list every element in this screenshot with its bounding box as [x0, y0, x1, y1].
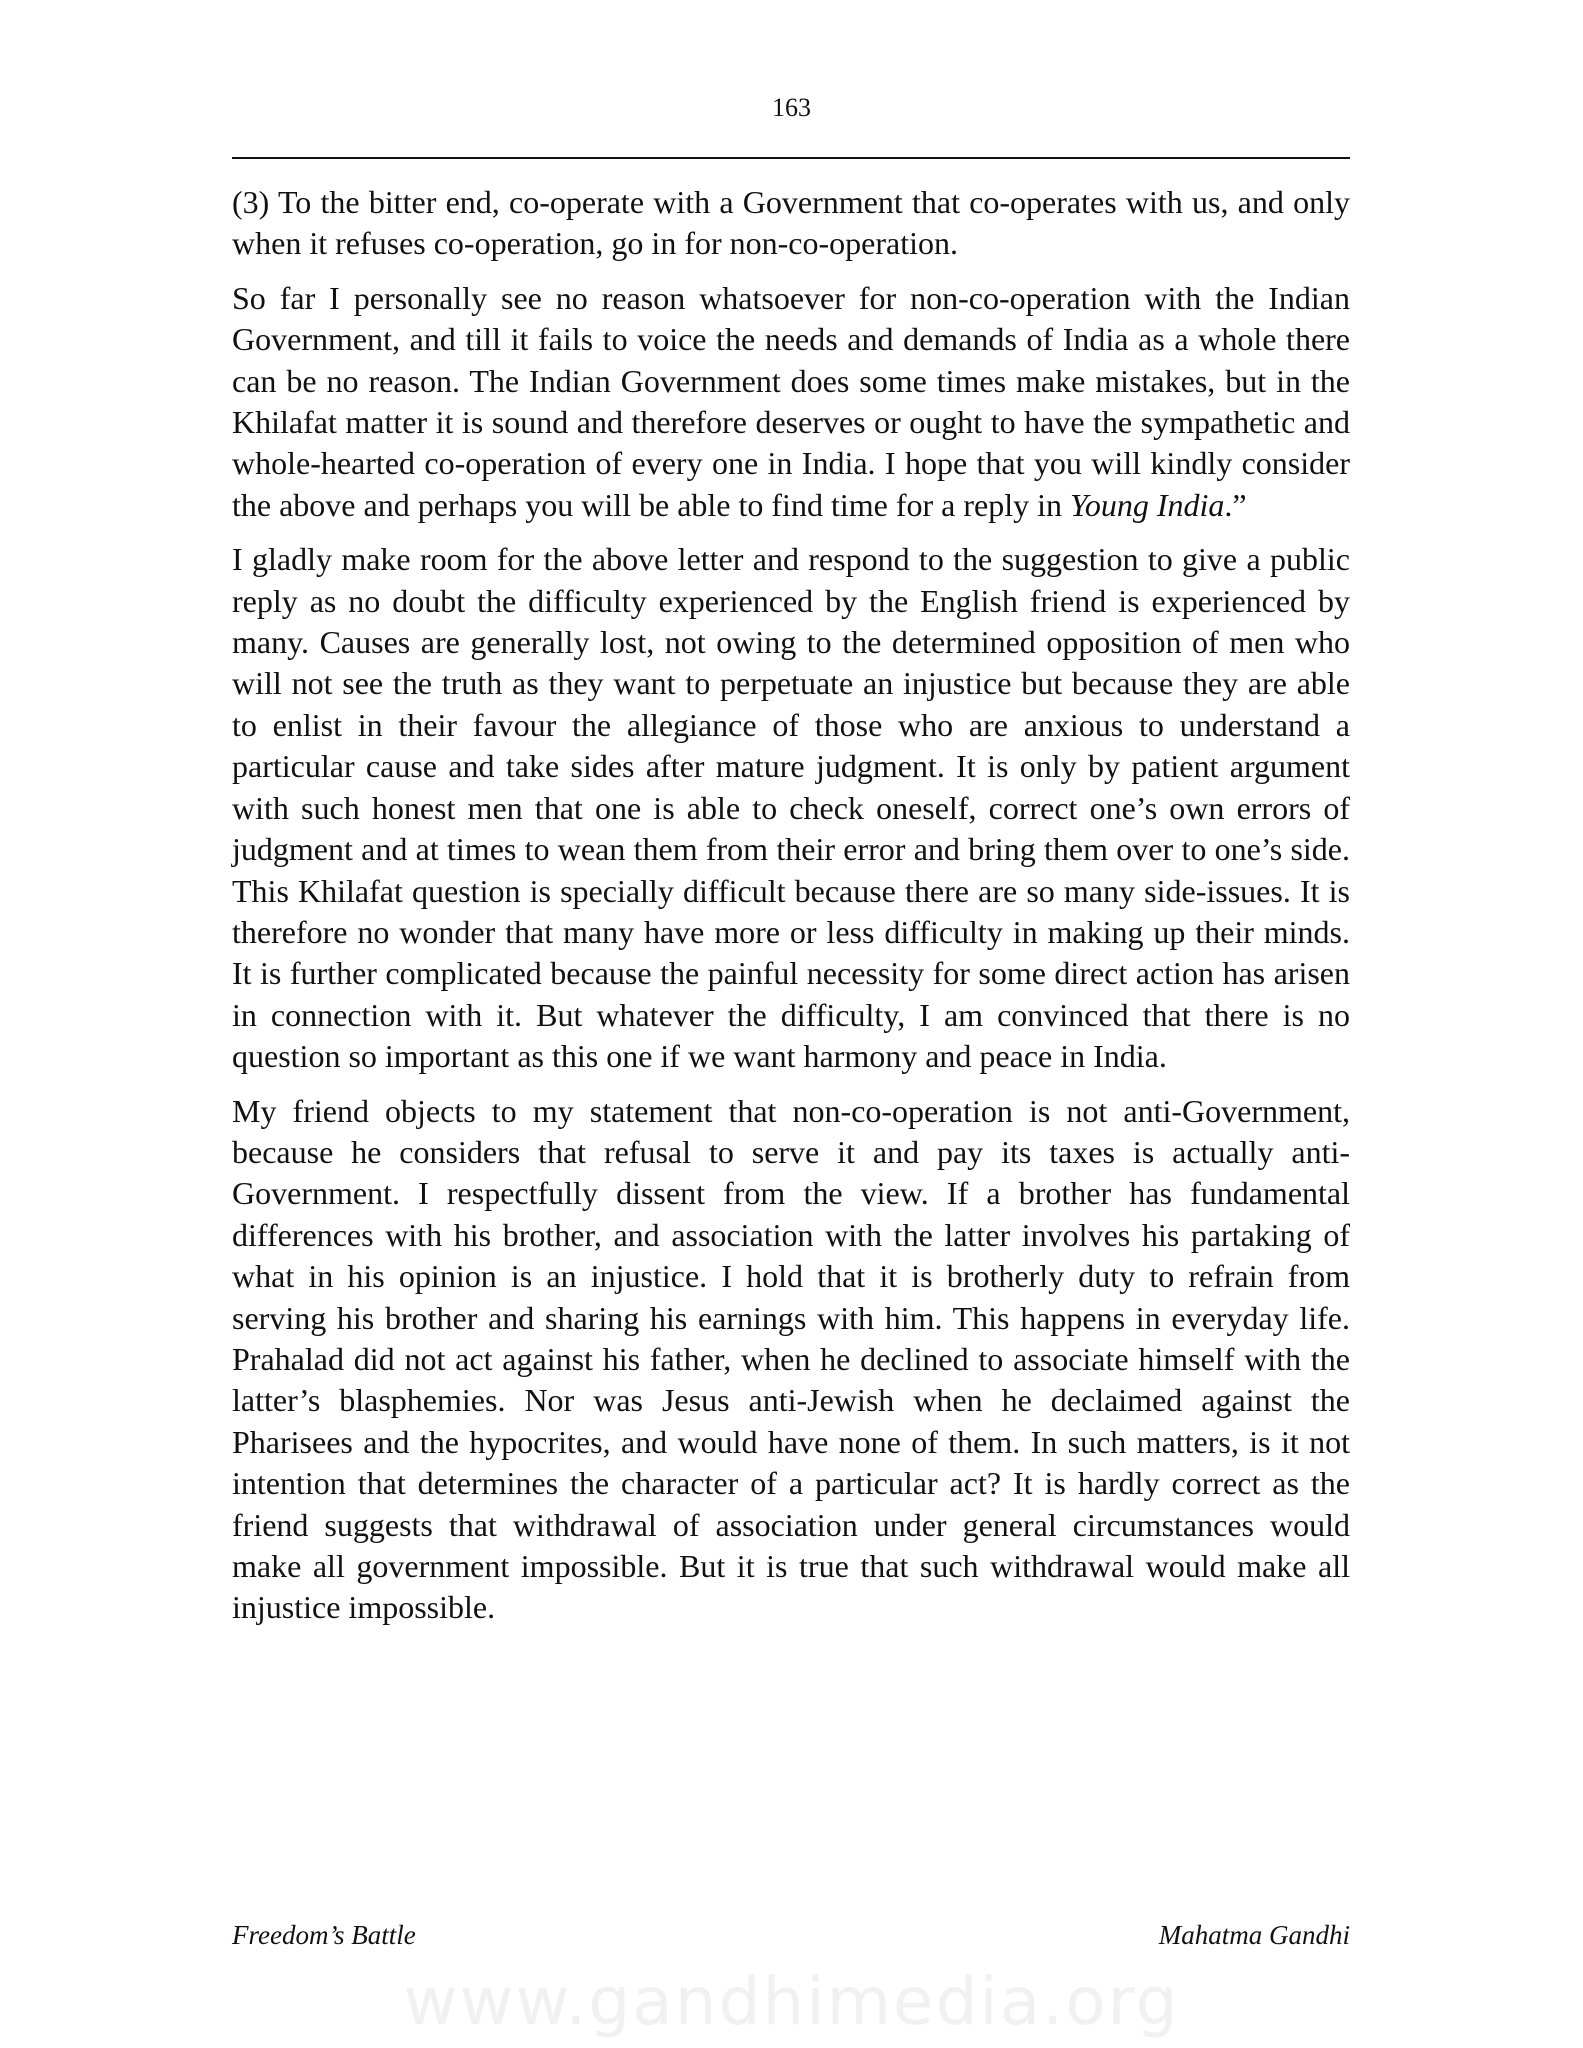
paragraph-1: (3) To the bitter end, co-operate with a Government that co-operates with us, and only when it refuses co-operation, go in for non-co-operation. [232, 184, 1350, 262]
footer-book-title: Freedom’s Battle [232, 1920, 416, 1950]
footer-author: Mahatma Gandhi [1158, 1920, 1350, 1950]
paragraph-4: My friend objects to my statement that non-co-operation is not anti-Government, because he considers that refusal to serve it and pay its taxes is actually anti-Government. I respectfully dissent from the view. If a brother has fundamental differences with his brother, and association with the latter involves his partaking of what in his opinion is an injustice. I hold that it is brotherly duty to refrain from serving his brother and sharing his earnings with him. This happens in everyday life. Prahalad did not act against his father, when he declined to associate himself with the latter’s blasphemies. Nor was Jesus anti-Jewish when he declaimed against the Pharisees and the hypocrites, and would have none of them. In such matters, is it not intention that determines the character of a particular act? It is hardly correct as the friend suggests that withdrawal of association under general circumstances would make all government impossible. But it is true that such withdrawal would make all injustice impossible. [232, 1092, 1350, 1626]
page-number: 163 [772, 93, 811, 122]
paragraph-2-text: So far I personally see no reason whatsoever for non-co-operation with the Indian Government, and till it fails to voice the needs and demands of India as a whole there can be no reason. The Indian Government does some times make mistakes, but in the Khilafat matter it is sound and therefore deserves or ought to have the sympathetic and whole-hearted co-operation of every one in India. I hope that you will kindly consider the above and perhaps you will be able to find time for a reply in [232, 279, 1350, 523]
publication-title: Young India [1069, 486, 1225, 523]
paragraph-2 [232, 278, 1350, 526]
paragraph-3: I gladly make room for the above letter and respond to the suggestion to give a public reply as no doubt the difficulty experienced by the English friend is experienced by many. Causes are generally lost, not owing to the determined opposition of men who will not see the truth as they want to perpetuate an injustice but because they are able to enlist in their favour the allegiance of those who are anxious to understand a particular cause and take sides after mature judgment. It is only by patient argument with such honest men that one is able to check oneself, correct one’s own errors of judgment and at times to wean them from their error and bring them over to one’s side. This Khilafat question is specially difficult because there are so many side-issues. It is therefore no wonder that many have more or less difficulty in making up their minds. It is further complicated because the painful necessity for some direct action has arisen in connection with it. But whatever the difficulty, I am convinced that there is no question so important as this one if we want harmony and peace in India. [232, 541, 1350, 1075]
watermark: www.gandhimedia.org [403, 1963, 1180, 2040]
header-rule [232, 157, 1350, 159]
paragraph-2-end: .” [1224, 486, 1247, 523]
body-text [232, 182, 1350, 1629]
